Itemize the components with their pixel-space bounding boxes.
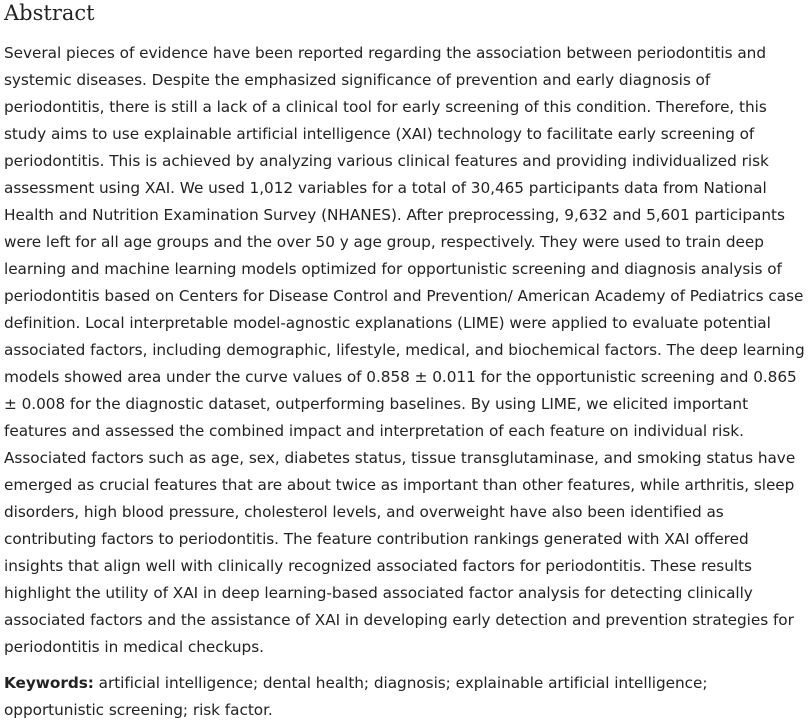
keywords-label: Keywords: xyxy=(4,674,94,692)
keywords-line xyxy=(4,670,810,724)
keywords-text: artificial intelligence; dental health; diagnosis; explainable artificial intelligence; opportunistic screening; risk factor. xyxy=(4,674,708,719)
abstract-heading: Abstract xyxy=(4,1,95,25)
abstract-section xyxy=(4,0,810,724)
abstract-text: Several pieces of evidence have been reported regarding the association between periodontitis and systemic diseases. Despite the emphasized significance of prevention and early diagnosis of periodontitis, there is still a lack of a clinical tool for early screening of this condition. Therefore, this study aims to use explainable artificial intelligence (XAI) technology to facilitate early screening of periodontitis. This is achieved by analyzing various clinical features and providing individualized risk assessment using XAI. We used 1,012 variables for a total of 30,465 participants data from National Health and Nutrition Examination Survey (NHANES). After preprocessing, 9,632 and 5,601 participants were left for all age groups and the over 50 y age group, respectively. They were used to train deep learning and machine learning models optimized for opportunistic screening and diagnosis analysis of periodontitis based on Centers for Disease Control and Prevention/ American Academy of Pediatrics case definition. Local interpretable model-agnostic explanations (LIME) were applied to evaluate potential associated factors, including demographic, lifestyle, medical, and biochemical factors. The deep learning models showed area under the curve values of 0.858 ± 0.011 for the opportunistic screening and 0.865 ± 0.008 for the diagnostic dataset, outperforming baselines. By using LIME, we elicited important features and assessed the combined impact and interpretation of each feature on individual risk. Associated factors such as age, sex, diabetes status, tissue transglutaminase, and smoking status have emerged as crucial features that are about twice as important than other features, while arthritis, sleep disorders, high blood pressure, cholesterol levels, and overweight have also been identified as contributing factors to periodontitis. The feature contribution rankings generated with XAI offered insights that align well with clinically recognized associated factors for periodontitis. These results highlight the utility of XAI in deep learning-based associated factor analysis for detecting clinically associated factors and the assistance of XAI in developing early detection and prevention strategies for periodontitis in medical checkups. xyxy=(4,44,805,656)
